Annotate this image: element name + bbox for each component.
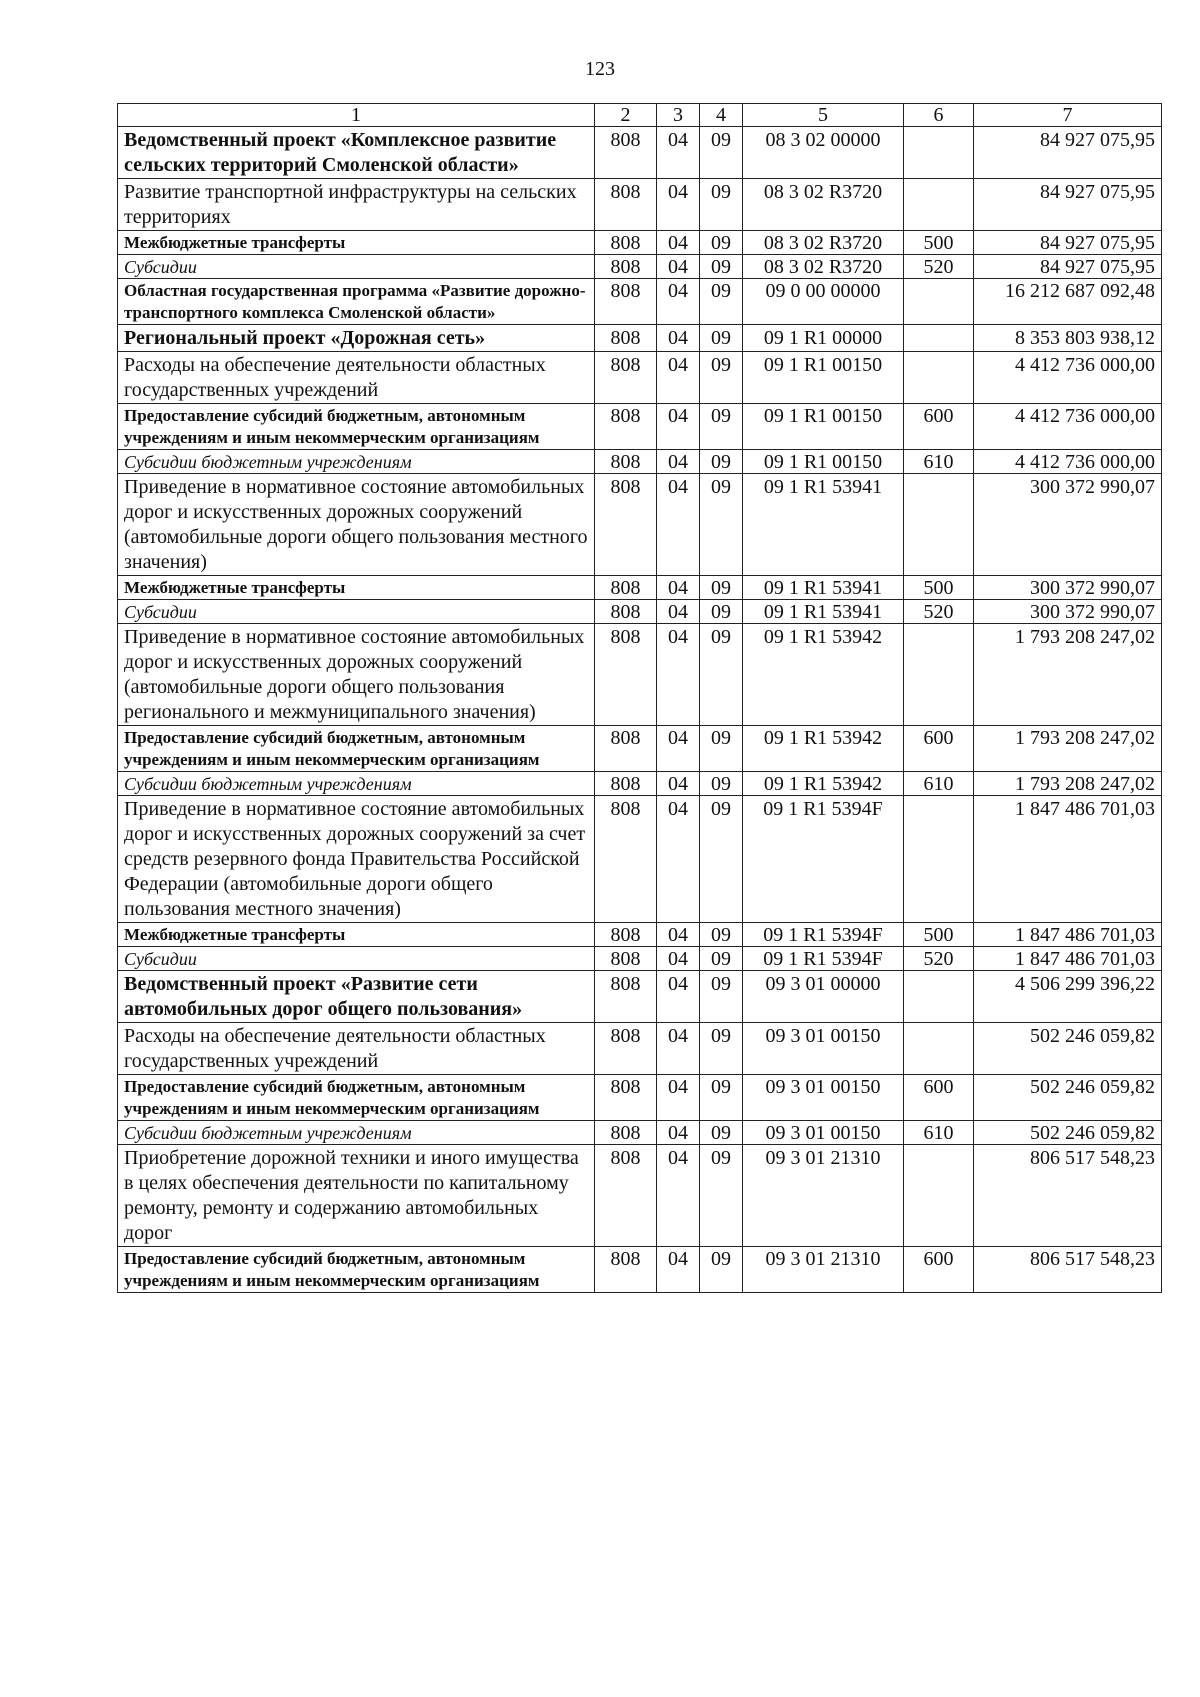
col-4-cell: 09 bbox=[700, 624, 743, 726]
col-4-cell: 09 bbox=[700, 127, 743, 179]
row-name-cell: Предоставление субсидий бюджетным, автономным учреждениям и иным некоммерческим организациям bbox=[118, 404, 595, 450]
col-3-cell: 04 bbox=[657, 796, 700, 923]
col-5-cell: 09 1 R1 00150 bbox=[743, 352, 904, 404]
col-6-cell bbox=[904, 325, 974, 352]
col-3-cell: 04 bbox=[657, 1075, 700, 1121]
col-4-cell: 09 bbox=[700, 796, 743, 923]
col-4-cell: 09 bbox=[700, 352, 743, 404]
table-row bbox=[118, 600, 1162, 624]
col-2-cell: 808 bbox=[595, 796, 657, 923]
col-6-cell: 520 bbox=[904, 255, 974, 279]
header-cell: 3 bbox=[657, 104, 700, 127]
col-2-cell: 808 bbox=[595, 255, 657, 279]
col-3-cell: 04 bbox=[657, 404, 700, 450]
col-5-cell: 09 1 R1 5394F bbox=[743, 923, 904, 947]
col-3-cell: 04 bbox=[657, 1121, 700, 1145]
col-7-cell: 502 246 059,82 bbox=[974, 1023, 1162, 1075]
col-2-cell: 808 bbox=[595, 624, 657, 726]
col-7-cell: 8 353 803 938,12 bbox=[974, 325, 1162, 352]
col-2-cell: 808 bbox=[595, 179, 657, 231]
table-row bbox=[118, 352, 1162, 404]
col-2-cell: 808 bbox=[595, 279, 657, 325]
table-row bbox=[118, 255, 1162, 279]
col-4-cell: 09 bbox=[700, 1121, 743, 1145]
col-3-cell: 04 bbox=[657, 474, 700, 576]
col-2-cell: 808 bbox=[595, 576, 657, 600]
col-5-cell: 09 1 R1 53941 bbox=[743, 600, 904, 624]
col-4-cell: 09 bbox=[700, 404, 743, 450]
header-cell: 2 bbox=[595, 104, 657, 127]
row-name-cell: Ведомственный проект «Развитие сети автомобильных дорог общего пользования» bbox=[118, 971, 595, 1023]
col-2-cell: 808 bbox=[595, 352, 657, 404]
table-row bbox=[118, 971, 1162, 1023]
table-row bbox=[118, 279, 1162, 325]
col-4-cell: 09 bbox=[700, 325, 743, 352]
col-4-cell: 09 bbox=[700, 600, 743, 624]
col-3-cell: 04 bbox=[657, 772, 700, 796]
col-4-cell: 09 bbox=[700, 726, 743, 772]
table-row bbox=[118, 576, 1162, 600]
col-2-cell: 808 bbox=[595, 1121, 657, 1145]
col-3-cell: 04 bbox=[657, 726, 700, 772]
col-6-cell bbox=[904, 971, 974, 1023]
col-7-cell: 1 793 208 247,02 bbox=[974, 624, 1162, 726]
col-7-cell: 16 212 687 092,48 bbox=[974, 279, 1162, 325]
row-name-cell: Субсидии бюджетным учреждениям bbox=[118, 450, 595, 474]
row-name-cell: Субсидии bbox=[118, 255, 595, 279]
col-2-cell: 808 bbox=[595, 1023, 657, 1075]
col-3-cell: 04 bbox=[657, 1145, 700, 1247]
row-name-cell: Предоставление субсидий бюджетным, автономным учреждениям и иным некоммерческим организациям bbox=[118, 726, 595, 772]
col-5-cell: 09 1 R1 5394F bbox=[743, 947, 904, 971]
col-7-cell: 84 927 075,95 bbox=[974, 231, 1162, 255]
col-4-cell: 09 bbox=[700, 1247, 743, 1293]
table-row bbox=[118, 450, 1162, 474]
row-name-cell: Межбюджетные трансферты bbox=[118, 923, 595, 947]
col-2-cell: 808 bbox=[595, 474, 657, 576]
col-6-cell: 520 bbox=[904, 600, 974, 624]
col-7-cell: 4 506 299 396,22 bbox=[974, 971, 1162, 1023]
col-5-cell: 09 1 R1 53942 bbox=[743, 726, 904, 772]
col-2-cell: 808 bbox=[595, 971, 657, 1023]
col-7-cell: 300 372 990,07 bbox=[974, 600, 1162, 624]
col-5-cell: 09 3 01 00150 bbox=[743, 1075, 904, 1121]
col-2-cell: 808 bbox=[595, 1247, 657, 1293]
col-5-cell: 09 1 R1 53942 bbox=[743, 772, 904, 796]
col-5-cell: 09 1 R1 00150 bbox=[743, 450, 904, 474]
col-3-cell: 04 bbox=[657, 600, 700, 624]
col-7-cell: 502 246 059,82 bbox=[974, 1121, 1162, 1145]
row-name-cell: Предоставление субсидий бюджетным, автономным учреждениям и иным некоммерческим организациям bbox=[118, 1247, 595, 1293]
row-name-cell: Ведомственный проект «Комплексное развитие сельских территорий Смоленской области» bbox=[118, 127, 595, 179]
col-3-cell: 04 bbox=[657, 450, 700, 474]
col-7-cell: 1 793 208 247,02 bbox=[974, 726, 1162, 772]
col-7-cell: 4 412 736 000,00 bbox=[974, 352, 1162, 404]
row-name-cell: Субсидии bbox=[118, 947, 595, 971]
col-6-cell: 500 bbox=[904, 231, 974, 255]
col-7-cell: 4 412 736 000,00 bbox=[974, 404, 1162, 450]
col-6-cell: 600 bbox=[904, 1247, 974, 1293]
col-6-cell: 600 bbox=[904, 726, 974, 772]
row-name-cell: Приведение в нормативное состояние автомобильных дорог и искусственных дорожных сооружений (автомобильные дороги общего пользования регионального и межмуниципального значения) bbox=[118, 624, 595, 726]
col-2-cell: 808 bbox=[595, 325, 657, 352]
col-4-cell: 09 bbox=[700, 1075, 743, 1121]
table-header-row bbox=[118, 104, 1162, 127]
col-7-cell: 502 246 059,82 bbox=[974, 1075, 1162, 1121]
col-4-cell: 09 bbox=[700, 255, 743, 279]
col-2-cell: 808 bbox=[595, 772, 657, 796]
table-body bbox=[118, 127, 1162, 1293]
table-row bbox=[118, 1121, 1162, 1145]
col-3-cell: 04 bbox=[657, 947, 700, 971]
table-row bbox=[118, 404, 1162, 450]
col-5-cell: 09 3 01 21310 bbox=[743, 1247, 904, 1293]
col-6-cell bbox=[904, 474, 974, 576]
col-3-cell: 04 bbox=[657, 255, 700, 279]
row-name-cell: Приобретение дорожной техники и иного имущества в целях обеспечения деятельности по капитальному ремонту, ремонту и содержанию автомобильных дорог bbox=[118, 1145, 595, 1247]
col-7-cell: 806 517 548,23 bbox=[974, 1145, 1162, 1247]
table-row bbox=[118, 772, 1162, 796]
table-row bbox=[118, 474, 1162, 576]
col-3-cell: 04 bbox=[657, 231, 700, 255]
col-4-cell: 09 bbox=[700, 231, 743, 255]
col-4-cell: 09 bbox=[700, 923, 743, 947]
col-5-cell: 09 1 R1 5394F bbox=[743, 796, 904, 923]
col-6-cell bbox=[904, 624, 974, 726]
col-5-cell: 09 1 R1 53942 bbox=[743, 624, 904, 726]
col-7-cell: 84 927 075,95 bbox=[974, 127, 1162, 179]
col-6-cell: 610 bbox=[904, 772, 974, 796]
col-5-cell: 09 3 01 00150 bbox=[743, 1023, 904, 1075]
col-5-cell: 09 3 01 00150 bbox=[743, 1121, 904, 1145]
col-6-cell: 600 bbox=[904, 404, 974, 450]
col-2-cell: 808 bbox=[595, 726, 657, 772]
col-7-cell: 84 927 075,95 bbox=[974, 255, 1162, 279]
col-6-cell: 500 bbox=[904, 923, 974, 947]
col-2-cell: 808 bbox=[595, 127, 657, 179]
header-cell: 6 bbox=[904, 104, 974, 127]
table-row bbox=[118, 726, 1162, 772]
row-name-cell: Субсидии bbox=[118, 600, 595, 624]
col-6-cell bbox=[904, 1023, 974, 1075]
col-5-cell: 09 3 01 00000 bbox=[743, 971, 904, 1023]
col-7-cell: 300 372 990,07 bbox=[974, 576, 1162, 600]
table-row bbox=[118, 325, 1162, 352]
col-6-cell: 520 bbox=[904, 947, 974, 971]
col-5-cell: 08 3 02 R3720 bbox=[743, 179, 904, 231]
col-2-cell: 808 bbox=[595, 1075, 657, 1121]
col-4-cell: 09 bbox=[700, 474, 743, 576]
col-3-cell: 04 bbox=[657, 923, 700, 947]
col-4-cell: 09 bbox=[700, 1023, 743, 1075]
row-name-cell: Приведение в нормативное состояние автомобильных дорог и искусственных дорожных сооружений (автомобильные дороги общего пользования местного значения) bbox=[118, 474, 595, 576]
col-6-cell bbox=[904, 179, 974, 231]
col-5-cell: 08 3 02 R3720 bbox=[743, 231, 904, 255]
table-row bbox=[118, 923, 1162, 947]
col-2-cell: 808 bbox=[595, 600, 657, 624]
col-4-cell: 09 bbox=[700, 576, 743, 600]
row-name-cell: Субсидии бюджетным учреждениям bbox=[118, 772, 595, 796]
col-3-cell: 04 bbox=[657, 325, 700, 352]
row-name-cell: Региональный проект «Дорожная сеть» bbox=[118, 325, 595, 352]
col-7-cell: 1 847 486 701,03 bbox=[974, 923, 1162, 947]
header-cell: 1 bbox=[118, 104, 595, 127]
col-7-cell: 806 517 548,23 bbox=[974, 1247, 1162, 1293]
row-name-cell: Приведение в нормативное состояние автомобильных дорог и искусственных дорожных сооружений за счет средств резервного фонда Правительства Российской Федерации (автомобильные дороги общего пользования местного значения) bbox=[118, 796, 595, 923]
col-6-cell bbox=[904, 1145, 974, 1247]
table-row bbox=[118, 1023, 1162, 1075]
col-3-cell: 04 bbox=[657, 352, 700, 404]
col-3-cell: 04 bbox=[657, 624, 700, 726]
col-5-cell: 08 3 02 R3720 bbox=[743, 255, 904, 279]
row-name-cell: Межбюджетные трансферты bbox=[118, 231, 595, 255]
table-row bbox=[118, 947, 1162, 971]
col-5-cell: 09 1 R1 00150 bbox=[743, 404, 904, 450]
col-7-cell: 1 793 208 247,02 bbox=[974, 772, 1162, 796]
col-3-cell: 04 bbox=[657, 279, 700, 325]
row-name-cell: Областная государственная программа «Развитие дорожно-транспортного комплекса Смоленской области» bbox=[118, 279, 595, 325]
col-3-cell: 04 bbox=[657, 576, 700, 600]
col-2-cell: 808 bbox=[595, 1145, 657, 1247]
header-cell: 4 bbox=[700, 104, 743, 127]
table-row bbox=[118, 179, 1162, 231]
col-6-cell bbox=[904, 796, 974, 923]
col-4-cell: 09 bbox=[700, 279, 743, 325]
col-3-cell: 04 bbox=[657, 971, 700, 1023]
col-2-cell: 808 bbox=[595, 231, 657, 255]
row-name-cell: Предоставление субсидий бюджетным, автономным учреждениям и иным некоммерческим организациям bbox=[118, 1075, 595, 1121]
col-6-cell: 600 bbox=[904, 1075, 974, 1121]
budget-table bbox=[117, 103, 1162, 1293]
col-4-cell: 09 bbox=[700, 971, 743, 1023]
col-3-cell: 04 bbox=[657, 1247, 700, 1293]
col-7-cell: 84 927 075,95 bbox=[974, 179, 1162, 231]
col-3-cell: 04 bbox=[657, 1023, 700, 1075]
col-6-cell: 610 bbox=[904, 450, 974, 474]
table-row bbox=[118, 796, 1162, 923]
col-2-cell: 808 bbox=[595, 947, 657, 971]
col-2-cell: 808 bbox=[595, 404, 657, 450]
col-5-cell: 09 1 R1 53941 bbox=[743, 576, 904, 600]
col-2-cell: 808 bbox=[595, 923, 657, 947]
col-6-cell bbox=[904, 279, 974, 325]
table-row bbox=[118, 1247, 1162, 1293]
row-name-cell: Субсидии бюджетным учреждениям bbox=[118, 1121, 595, 1145]
col-4-cell: 09 bbox=[700, 179, 743, 231]
table-row bbox=[118, 127, 1162, 179]
col-5-cell: 09 0 00 00000 bbox=[743, 279, 904, 325]
col-6-cell bbox=[904, 127, 974, 179]
col-7-cell: 300 372 990,07 bbox=[974, 474, 1162, 576]
row-name-cell: Межбюджетные трансферты bbox=[118, 576, 595, 600]
col-2-cell: 808 bbox=[595, 450, 657, 474]
col-5-cell: 09 1 R1 53941 bbox=[743, 474, 904, 576]
table-row bbox=[118, 1145, 1162, 1247]
col-5-cell: 09 1 R1 00000 bbox=[743, 325, 904, 352]
col-7-cell: 1 847 486 701,03 bbox=[974, 947, 1162, 971]
col-6-cell bbox=[904, 352, 974, 404]
col-4-cell: 09 bbox=[700, 947, 743, 971]
col-4-cell: 09 bbox=[700, 772, 743, 796]
row-name-cell: Расходы на обеспечение деятельности областных государственных учреждений bbox=[118, 1023, 595, 1075]
col-4-cell: 09 bbox=[700, 1145, 743, 1247]
col-6-cell: 500 bbox=[904, 576, 974, 600]
col-3-cell: 04 bbox=[657, 179, 700, 231]
col-5-cell: 09 3 01 21310 bbox=[743, 1145, 904, 1247]
header-cell: 5 bbox=[743, 104, 904, 127]
col-7-cell: 1 847 486 701,03 bbox=[974, 796, 1162, 923]
table-row bbox=[118, 1075, 1162, 1121]
page-number: 123 bbox=[585, 58, 615, 80]
row-name-cell: Развитие транспортной инфраструктуры на сельских территориях bbox=[118, 179, 595, 231]
col-7-cell: 4 412 736 000,00 bbox=[974, 450, 1162, 474]
header-cell: 7 bbox=[974, 104, 1162, 127]
table-row bbox=[118, 624, 1162, 726]
row-name-cell: Расходы на обеспечение деятельности областных государственных учреждений bbox=[118, 352, 595, 404]
table-row bbox=[118, 231, 1162, 255]
col-5-cell: 08 3 02 00000 bbox=[743, 127, 904, 179]
col-6-cell: 610 bbox=[904, 1121, 974, 1145]
col-3-cell: 04 bbox=[657, 127, 700, 179]
col-4-cell: 09 bbox=[700, 450, 743, 474]
